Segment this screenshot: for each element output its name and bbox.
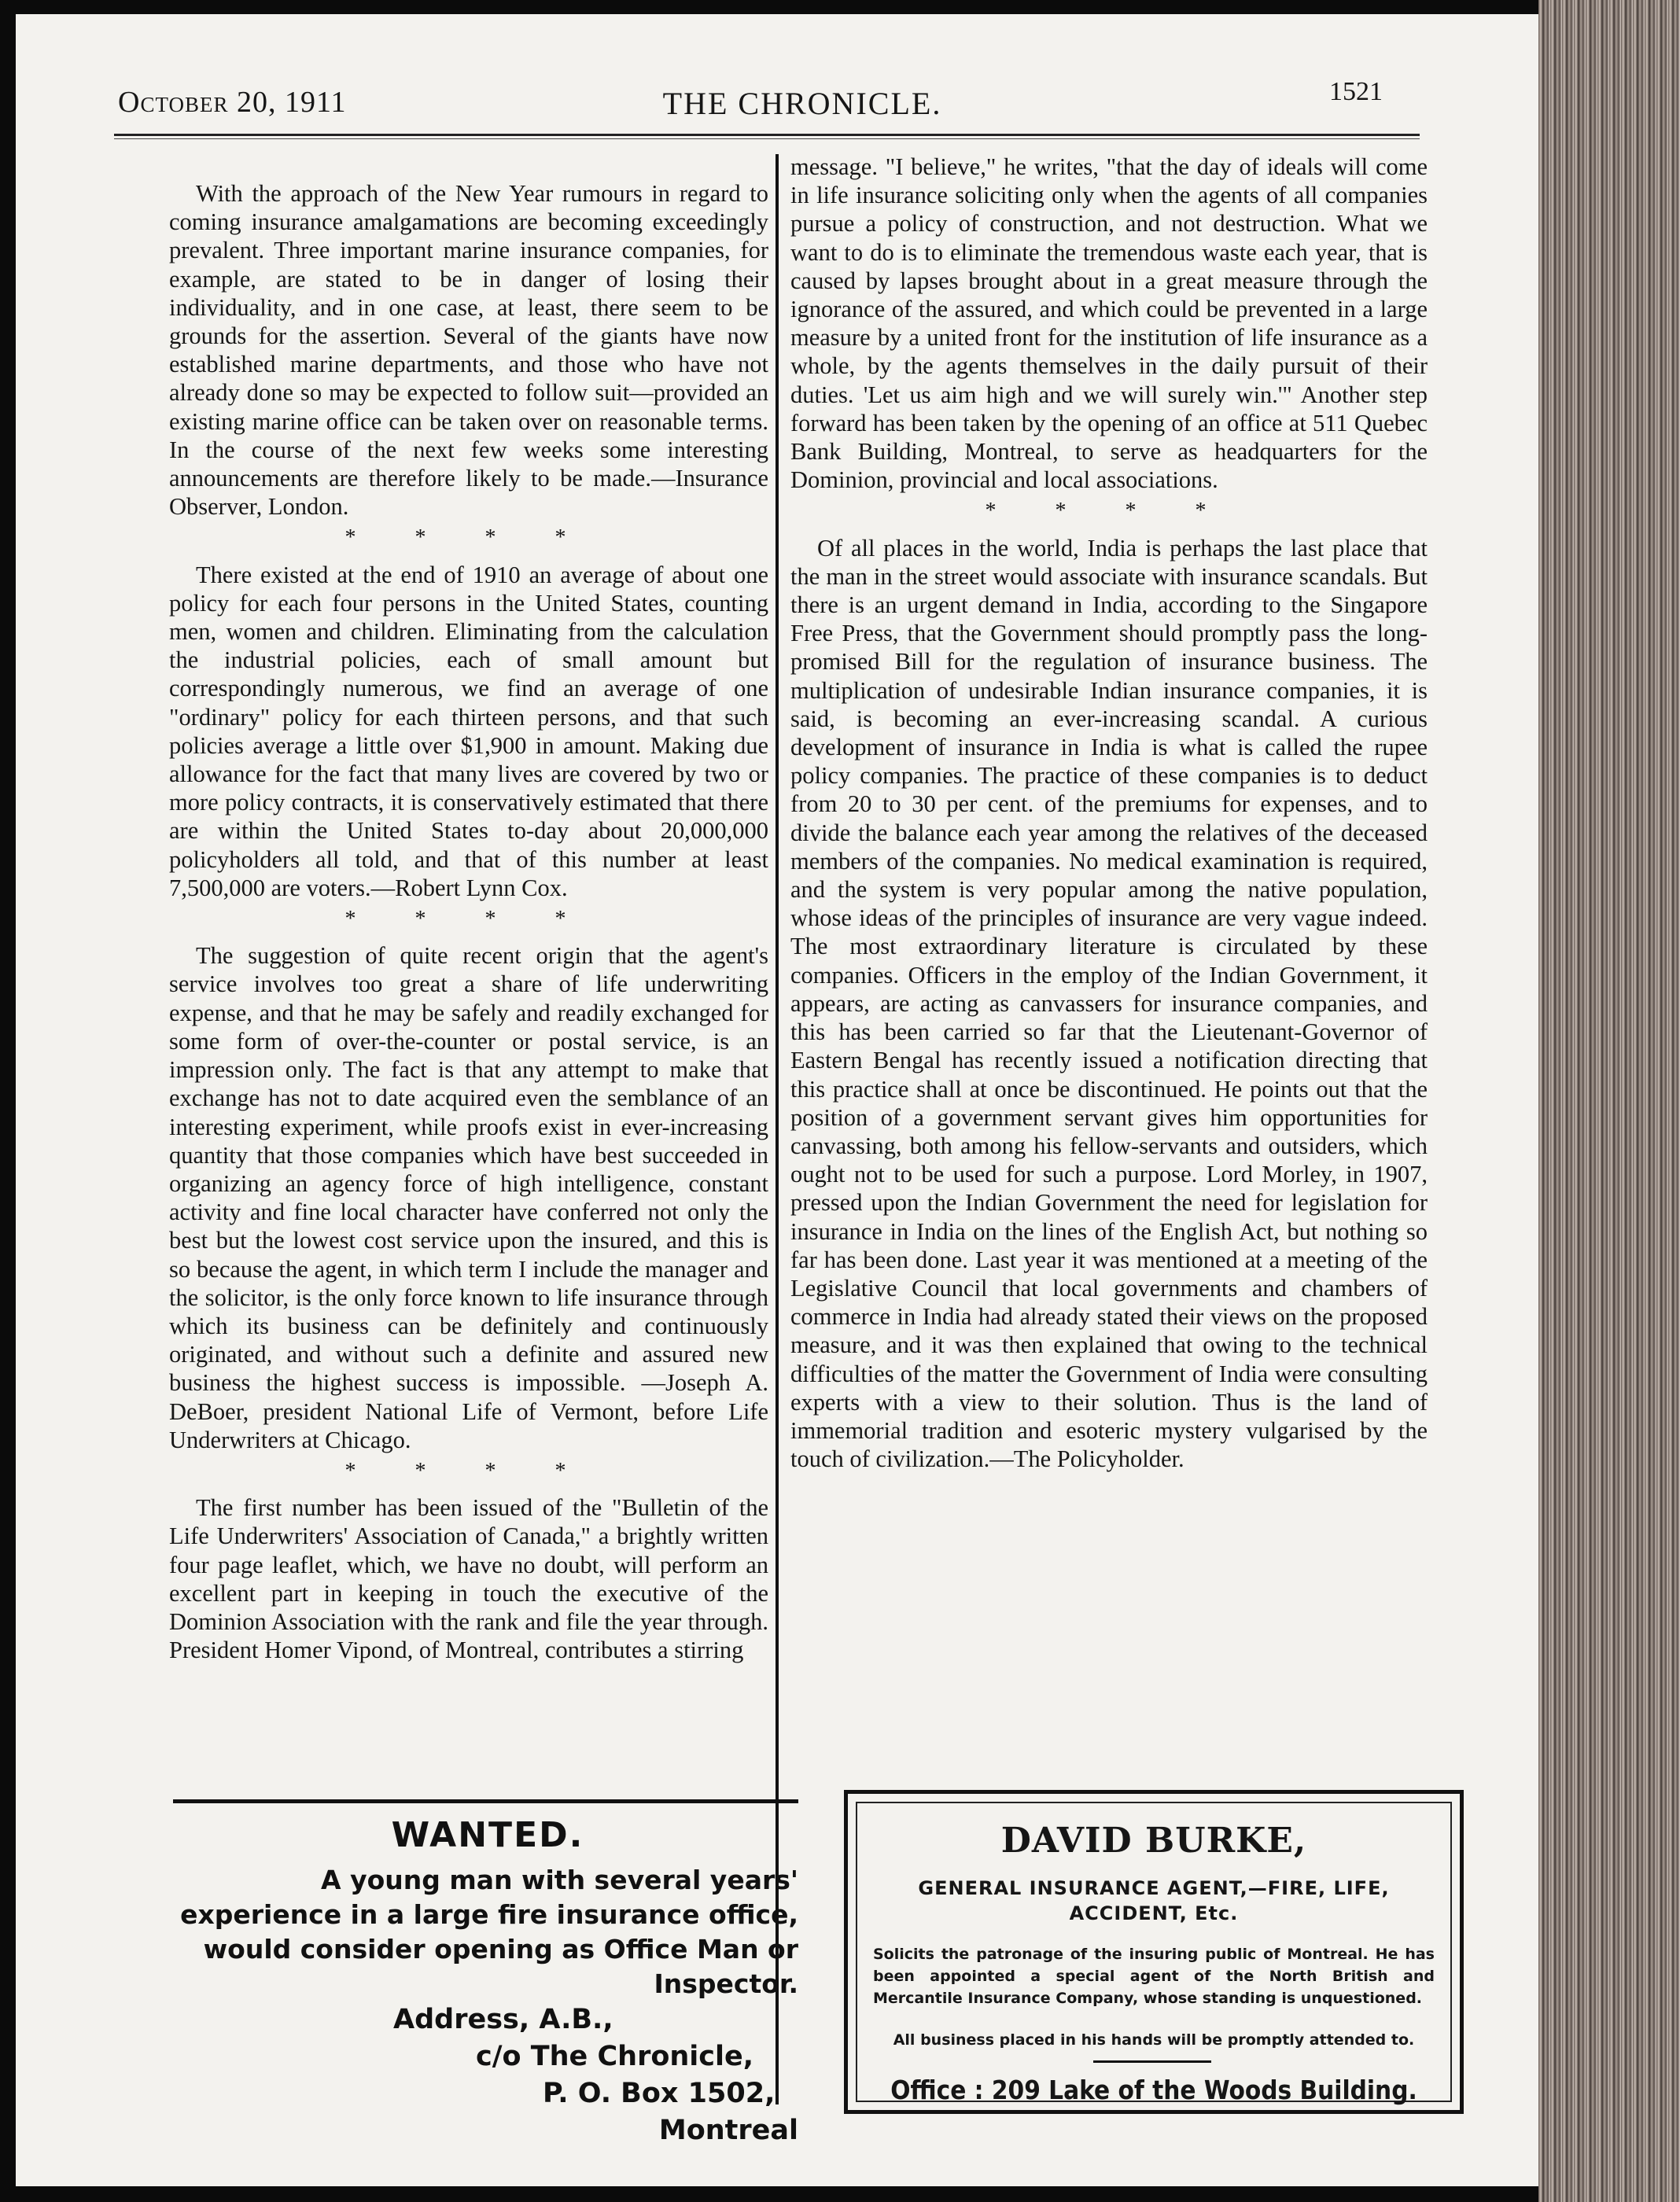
burke-subtitle: GENERAL INSURANCE AGENT,—FIRE, LIFE, ACCIDENT, Etc.	[918, 1877, 1390, 1924]
wanted-ad	[169, 1815, 806, 2149]
burke-office: Office : 209 Lake of the Woods Building.	[890, 2075, 1417, 2105]
wanted-body: A young man with several years' experience in a large fire insurance office, would consider opening as Office Man or Inspector.	[180, 1865, 798, 1999]
article-bulletin-continued: message. "I believe," he writes, "that the day of ideals will come in life insurance soliciting only when the agents of all companies pursue a policy of construction, and not destruction. What we want to do is to eliminate the tremendous waste each year, that is caused by lapses brought about in a great measure through the ignorance of the assured, and which could be prevented in a large measure by a united front for the institution of life insurance as a whole, by the agents themselves in the daily pursuit of their duties. 'Let us aim high and we will surely win.'" Another step forward has been taken by the opening of an office at 511 Quebec Bank Building, Montreal, to serve as headquarters for the Dominion, provincial and local associations.	[790, 153, 1428, 494]
burke-ad-inner-frame	[856, 1802, 1452, 2105]
wanted-address-line-3: P. O. Box 1502,	[543, 2078, 776, 2109]
article-policyholders: There existed at the end of 1910 an average of about one policy for each four persons in the United States, counting men, women and children. Eliminating from the calculation the industrial policies, each of small amount but correspondingly numerous, we find an average of one "ordinary" policy for each thirteen persons, and that such policies average a little over $1,900 in amount. Making due allowance for the fact that many lives are covered by two or more policy contracts, it is conservatively estimated that there are within the United States to-day about 20,000,000 policyholders all told, and that of this number at least 7,500,000 are voters.—Robert Lynn Cox.	[169, 561, 768, 901]
burke-text-2: All business placed in his hands will be promptly attended to.	[893, 2031, 1415, 2049]
burke-name: DAVID BURKE,	[1000, 1821, 1307, 1861]
right-column	[790, 153, 1428, 1473]
burke-text: Solicits the patronage of the insuring public of Montreal. He has been appointed a special agent of the North British and Mercantile Insurance Company, whose standing is unquestioned.	[873, 1946, 1435, 2007]
article-agents-service: The suggestion of quite recent origin that the agent's service involves too great a share of life underwriting expense, and that he may be safely and readily exchanged for some form of over-the-counter or postal service, is an impression only. The fact is that any attempt to make that exchange has not to date acquired even the semblance of an interesting experiment, while proofs exist in ever-increasing quantity that those companies which have best succeeded in organizing an agency force of high intelligence, constant activity and fine local character have conferred not only the best but the lowest cost service upon the insured, and this is so because the agent, in which term I include the manager and the solicitor, is the only force known to life insurance through which its business can be definitely and continuously originated, and without such a definite and assured new business the highest success is impossible. —Joseph A. DeBoer, president National Life of Vermont, before Life Underwriters at Chicago.	[169, 942, 768, 1453]
article-india-insurance: Of all places in the world, India is perhaps the last place that the man in the street would associate with insurance scandals. But there is an urgent demand in India, according to the Singapore Free Press, that the Government should promptly pass the long-promised Bill for the regulation of insurance business. The multiplication of undesirable Indian insurance companies, it is said, is becoming an ever-increasing scandal. A curious development of insurance in India is what is called the rupee policy companies. The practice of these companies is to deduct from 20 to 30 per cent. of the premiums for expenses, and to divide the balance each year among the relatives of the deceased members of the companies. No medical examination is required, and the system is very popular among the native population, whose ideas of the principles of insurance are very vague indeed. The most extraordinary literature is circulated by these companies. Officers in the employ of the Indian Government, it appears, are acting as canvassers for insurance companies, and this has been carried so far that the Lieutenant-Governor of Eastern Bengal has recently issued a notification directing that this practice shall at once be discontinued. He points out that the position of a government servant gives him opportunities for canvassing, both among his fellow-servants and outsiders, which ought not to be used for such a purpose. Lord Morley, in 1907, pressed upon the Indian Government the need for legislation for insurance in India on the lines of the English Act, but nothing so far has been done. Last year it was mentioned at a meeting of the Legislative Council that local governments and chambers of commerce in India had already stated their views on the proposed measure, and it was then explained that owing to the technical difficulties of the matter the Government of India were consulting experts with a view to their solution. Thus is the land of immemorial tradition and esoteric mystery vulgarised by the touch of civilization.—The Policyholder.	[790, 534, 1428, 1473]
issue-date: October 20, 1911	[118, 86, 347, 119]
section-separator: * * * *	[985, 499, 1233, 524]
wanted-address-line-2: c/o The Chronicle,	[476, 2041, 754, 2072]
article-bulletin: The first number has been issued of the "Bulletin of the Life Underwriters' Association of Canada," a brightly written four page leaflet, which, we have no doubt, will perform an excellent part in keeping in touch the executive of the Dominion Association with the rank and file the year through. President Homer Vipond, of Montreal, contributes a stirring	[169, 1494, 768, 1664]
wanted-address-line-4: Montreal	[658, 2115, 798, 2146]
section-separator: * * * *	[344, 525, 593, 550]
burke-ad-box	[844, 1790, 1464, 2114]
section-separator: * * * *	[344, 1458, 593, 1483]
header-rule	[114, 134, 1420, 136]
book-spine	[1538, 0, 1680, 2202]
left-column	[169, 179, 768, 1664]
page-number: 1521	[1329, 77, 1383, 106]
newspaper-page	[16, 14, 1538, 2186]
masthead-title: THE CHRONICLE.	[662, 86, 942, 121]
section-separator: * * * *	[344, 907, 593, 932]
burke-divider	[1093, 2060, 1211, 2063]
wanted-title: WANTED.	[391, 1815, 584, 1855]
column-divider	[776, 154, 779, 2104]
article-amalgamations: With the approach of the New Year rumours in regard to coming insurance amalgamations are becoming exceedingly prevalent. Three important marine insurance companies, for example, are stated to be in danger of losing their individuality, and in one case, at least, there seem to be grounds for the assertion. Several of the giants have now established marine departments, and those who have not already done so may be expected to follow suit—provided an existing marine office can be taken over on reasonable terms. In the course of the next few weeks some interesting announcements are therefore likely to be made.—Insurance Observer, London.	[169, 180, 768, 521]
header-rule-thin	[114, 138, 1420, 139]
ad-rule	[173, 1799, 798, 1803]
wanted-address-line-1: Address, A.B.,	[393, 2004, 613, 2035]
